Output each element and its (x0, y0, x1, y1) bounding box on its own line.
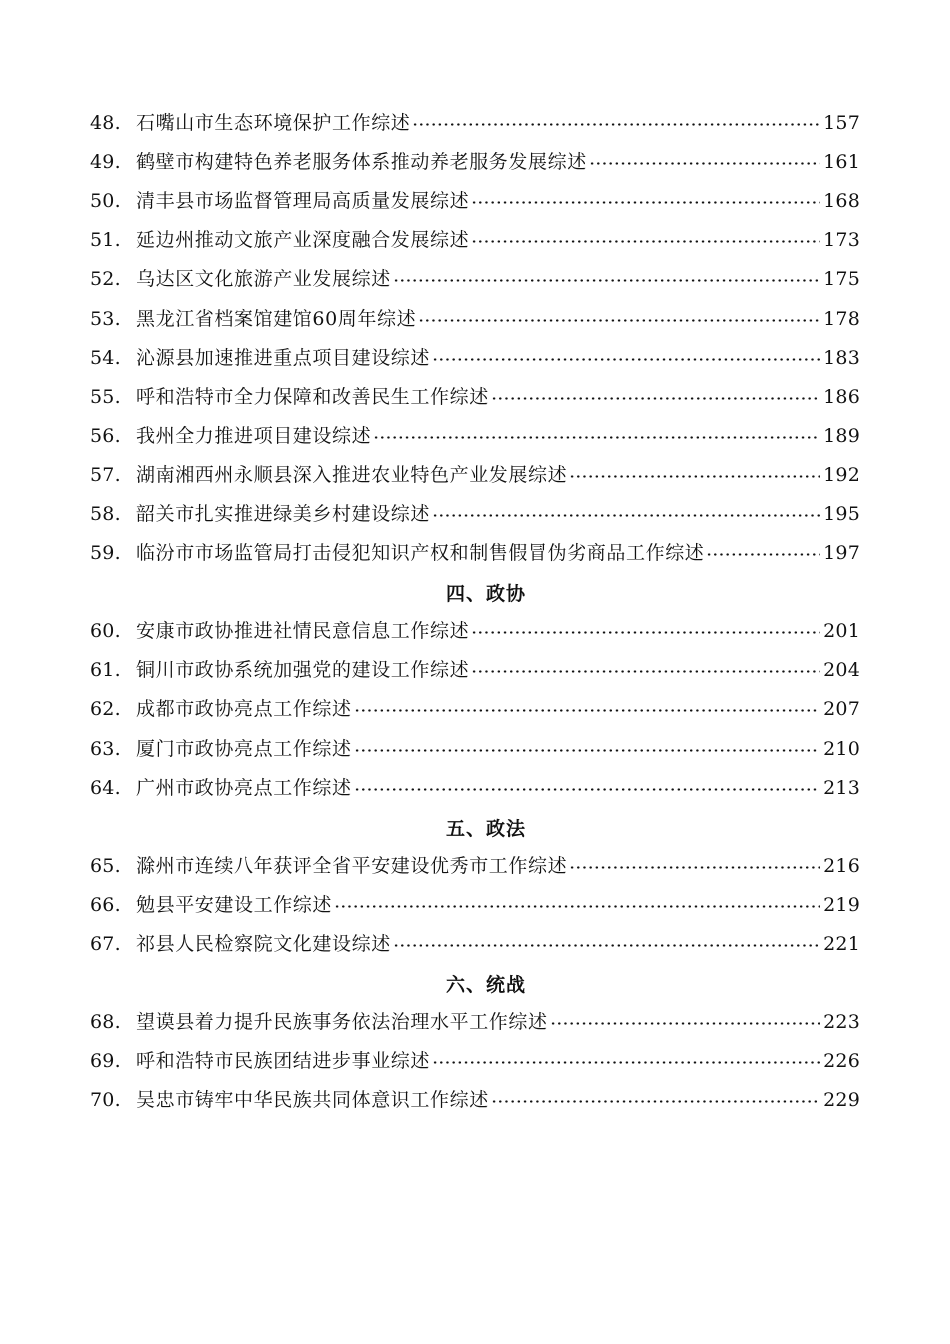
entry-number: 66. (90, 893, 121, 916)
entry-number: 59. (90, 542, 121, 565)
toc-entry[interactable] (90, 495, 860, 534)
toc-entry[interactable] (90, 769, 860, 808)
entry-page-number: 173 (823, 229, 860, 252)
toc-entry[interactable] (90, 299, 860, 338)
entry-page-number: 178 (823, 307, 860, 330)
entry-page-number: 161 (823, 151, 860, 174)
entry-number: 61. (90, 659, 121, 682)
entry-number: 53. (90, 307, 121, 330)
dot-leader (354, 709, 821, 712)
toc-entry[interactable] (90, 612, 860, 651)
entry-page-number: 157 (823, 112, 860, 135)
toc-entry[interactable] (90, 339, 860, 378)
dot-leader (418, 319, 820, 322)
entry-page-number: 183 (823, 346, 860, 369)
entry-number: 51. (90, 229, 121, 252)
entry-title: 铜川市政协系统加强党的建设工作综述 (136, 659, 470, 682)
toc-entry[interactable] (90, 1042, 860, 1081)
entry-title: 吴忠市铸牢中华民族共同体意识工作综述 (136, 1089, 489, 1112)
toc-entry[interactable] (90, 690, 860, 729)
entry-title: 鹤壁市构建特色养老服务体系推动养老服务发展综述 (136, 151, 587, 174)
entry-title: 厦门市政协亮点工作综述 (136, 737, 352, 760)
toc-entry[interactable] (90, 260, 860, 299)
entry-page-number: 186 (823, 385, 860, 408)
dot-leader (471, 240, 820, 243)
section-heading: 五、政法 (445, 817, 526, 840)
dot-leader (471, 201, 820, 204)
entry-number: 63. (90, 737, 121, 760)
entry-title: 安康市政协推进社情民意信息工作综述 (136, 620, 470, 643)
toc-entry[interactable] (90, 378, 860, 417)
entry-page-number: 226 (823, 1050, 860, 1073)
entry-page-number: 197 (823, 542, 860, 565)
entry-title: 我州全力推进项目建设综述 (136, 424, 372, 447)
toc-entry[interactable] (90, 1081, 860, 1120)
entry-page-number: 201 (823, 620, 860, 643)
toc-entry[interactable] (90, 651, 860, 690)
entry-page-number: 207 (823, 698, 860, 721)
entry-page-number: 210 (823, 737, 860, 760)
entry-page-number: 204 (823, 659, 860, 682)
dot-leader (491, 1100, 820, 1103)
entry-number: 58. (90, 502, 121, 525)
dot-leader (334, 905, 820, 908)
toc-entry[interactable] (90, 104, 860, 143)
toc-entry[interactable] (90, 182, 860, 221)
dot-leader (491, 397, 820, 400)
dot-leader (412, 123, 820, 126)
dot-leader (706, 553, 820, 556)
entry-title: 滁州市连续八年获评全省平安建设优秀市工作综述 (136, 854, 568, 877)
entry-title: 呼和浩特市全力保障和改善民生工作综述 (136, 385, 489, 408)
table-of-contents (90, 104, 860, 1120)
entry-number: 64. (90, 776, 121, 799)
entry-number: 54. (90, 346, 121, 369)
dot-leader (393, 944, 820, 947)
entry-page-number: 189 (823, 424, 860, 447)
toc-entry[interactable] (90, 1003, 860, 1042)
entry-title: 呼和浩特市民族团结进步事业综述 (136, 1050, 431, 1073)
entry-page-number: 168 (823, 190, 860, 213)
entry-number: 57. (90, 463, 121, 486)
entry-page-number: 221 (823, 933, 860, 956)
entry-number: 69. (90, 1050, 121, 1073)
entry-number: 68. (90, 1011, 121, 1034)
dot-leader (432, 1061, 820, 1064)
dot-leader (569, 475, 820, 478)
entry-title: 沁源县加速推进重点项目建设综述 (136, 346, 431, 369)
toc-entry[interactable] (90, 456, 860, 495)
entry-title: 祁县人民检察院文化建设综述 (136, 933, 391, 956)
entry-page-number: 175 (823, 268, 860, 291)
toc-entry[interactable] (90, 925, 860, 964)
toc-entry[interactable] (90, 886, 860, 925)
dot-leader (354, 788, 821, 791)
entry-page-number: 195 (823, 502, 860, 525)
entry-number: 70. (90, 1089, 121, 1112)
entry-number: 62. (90, 698, 121, 721)
dot-leader (354, 749, 821, 752)
dot-leader (589, 162, 820, 165)
entry-page-number: 229 (823, 1089, 860, 1112)
dot-leader (432, 514, 820, 517)
entry-number: 65. (90, 854, 121, 877)
entry-page-number: 216 (823, 854, 860, 877)
dot-leader (432, 358, 820, 361)
dot-leader (569, 866, 820, 869)
dot-leader (550, 1022, 821, 1025)
entry-page-number: 219 (823, 893, 860, 916)
entry-title: 湖南湘西州永顺县深入推进农业特色产业发展综述 (136, 463, 568, 486)
entry-title: 黑龙江省档案馆建馆60周年综述 (136, 307, 417, 330)
entry-number: 67. (90, 933, 121, 956)
entry-page-number: 213 (823, 776, 860, 799)
entry-number: 50. (90, 190, 121, 213)
toc-entry[interactable] (90, 730, 860, 769)
entry-title: 延边州推动文旅产业深度融合发展综述 (136, 229, 470, 252)
section-heading: 六、统战 (445, 974, 526, 997)
toc-entry[interactable] (90, 534, 860, 573)
dot-leader (393, 279, 820, 282)
entry-title: 勉县平安建设工作综述 (136, 893, 333, 916)
dot-leader (471, 631, 820, 634)
entry-number: 52. (90, 268, 121, 291)
toc-entry[interactable] (90, 221, 860, 260)
dot-leader (471, 670, 820, 673)
entry-title: 清丰县市场监督管理局高质量发展综述 (136, 190, 470, 213)
entry-number: 56. (90, 424, 121, 447)
entry-page-number: 223 (823, 1011, 860, 1034)
entry-title: 石嘴山市生态环境保护工作综述 (136, 112, 411, 135)
toc-entry[interactable] (90, 847, 860, 886)
entry-title: 成都市政协亮点工作综述 (136, 698, 352, 721)
toc-entry[interactable] (90, 417, 860, 456)
entry-title: 广州市政协亮点工作综述 (136, 776, 352, 799)
entry-title: 望谟县着力提升民族事务依法治理水平工作综述 (136, 1011, 548, 1034)
entry-title: 韶关市扎实推进绿美乡村建设综述 (136, 502, 431, 525)
entry-page-number: 192 (823, 463, 860, 486)
entry-title: 乌达区文化旅游产业发展综述 (136, 268, 391, 291)
entry-number: 60. (90, 620, 121, 643)
entry-title: 临汾市市场监管局打击侵犯知识产权和制售假冒伪劣商品工作综述 (136, 542, 705, 565)
section-heading: 四、政协 (445, 583, 526, 606)
entry-number: 49. (90, 151, 121, 174)
dot-leader (373, 436, 820, 439)
entry-number: 55. (90, 385, 121, 408)
toc-entry[interactable] (90, 143, 860, 182)
entry-number: 48. (90, 112, 121, 135)
